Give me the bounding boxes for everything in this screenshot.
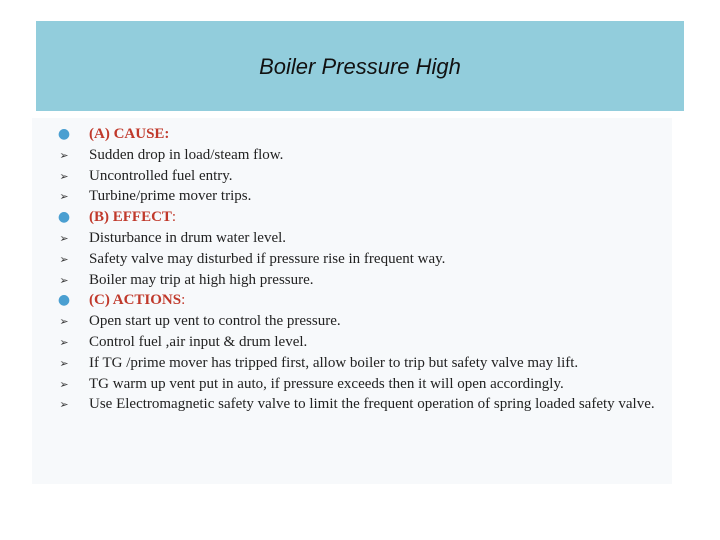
arrow-bullet-icon: ➢: [59, 190, 69, 204]
list-item: ➢ Disturbance in drum water level.: [56, 230, 660, 247]
list-item: ➢ Uncontrolled fuel entry.: [56, 168, 660, 185]
content-panel: [32, 118, 672, 484]
list-item: ➢ Safety valve may disturbed if pressure rise in frequent way.: [56, 251, 660, 268]
title-band: [36, 21, 684, 111]
round-bullet-icon: ●: [57, 292, 71, 309]
list-item: ➢ Use Electromagnetic safety valve to limit the frequent operation of spring loaded safety valve.: [56, 396, 660, 413]
bullet-list: [56, 126, 660, 413]
section-heading-actions: ● (C) ACTIONS:: [57, 292, 186, 309]
section-heading-cause: ● (A) CAUSE:: [57, 126, 170, 142]
round-bullet-icon: ●: [57, 126, 71, 142]
list-item: ➢ Turbine/prime mover trips.: [56, 188, 660, 205]
list-item: ➢ If TG /prime mover has tripped first, allow boiler to trip but safety valve may lift.: [56, 355, 660, 372]
list-item: ➢ TG warm up vent put in auto, if pressure exceeds then it will open accordingly.: [56, 376, 660, 393]
arrow-bullet-icon: ➢: [59, 252, 69, 266]
arrow-bullet-icon: ➢: [59, 273, 69, 287]
round-bullet-icon: ●: [57, 209, 71, 226]
arrow-bullet-icon: ➢: [59, 231, 69, 245]
list-item: ➢ Boiler may trip at high high pressure.: [56, 272, 660, 289]
list-item: ➢ Control fuel ,air input & drum level.: [56, 334, 660, 351]
section-heading-effect: ● (B) EFFECT:: [57, 209, 177, 226]
arrow-bullet-icon: ➢: [59, 169, 69, 183]
arrow-bullet-icon: ➢: [59, 398, 69, 412]
list-item: ➢ Open start up vent to control the pressure.: [56, 313, 660, 330]
slide-title: Boiler Pressure High: [259, 54, 461, 79]
arrow-bullet-icon: ➢: [59, 148, 69, 162]
arrow-bullet-icon: ➢: [59, 335, 69, 349]
list-item: ➢ Sudden drop in load/steam flow.: [56, 147, 660, 164]
arrow-bullet-icon: ➢: [59, 315, 69, 329]
arrow-bullet-icon: ➢: [59, 356, 69, 370]
arrow-bullet-icon: ➢: [59, 377, 69, 391]
